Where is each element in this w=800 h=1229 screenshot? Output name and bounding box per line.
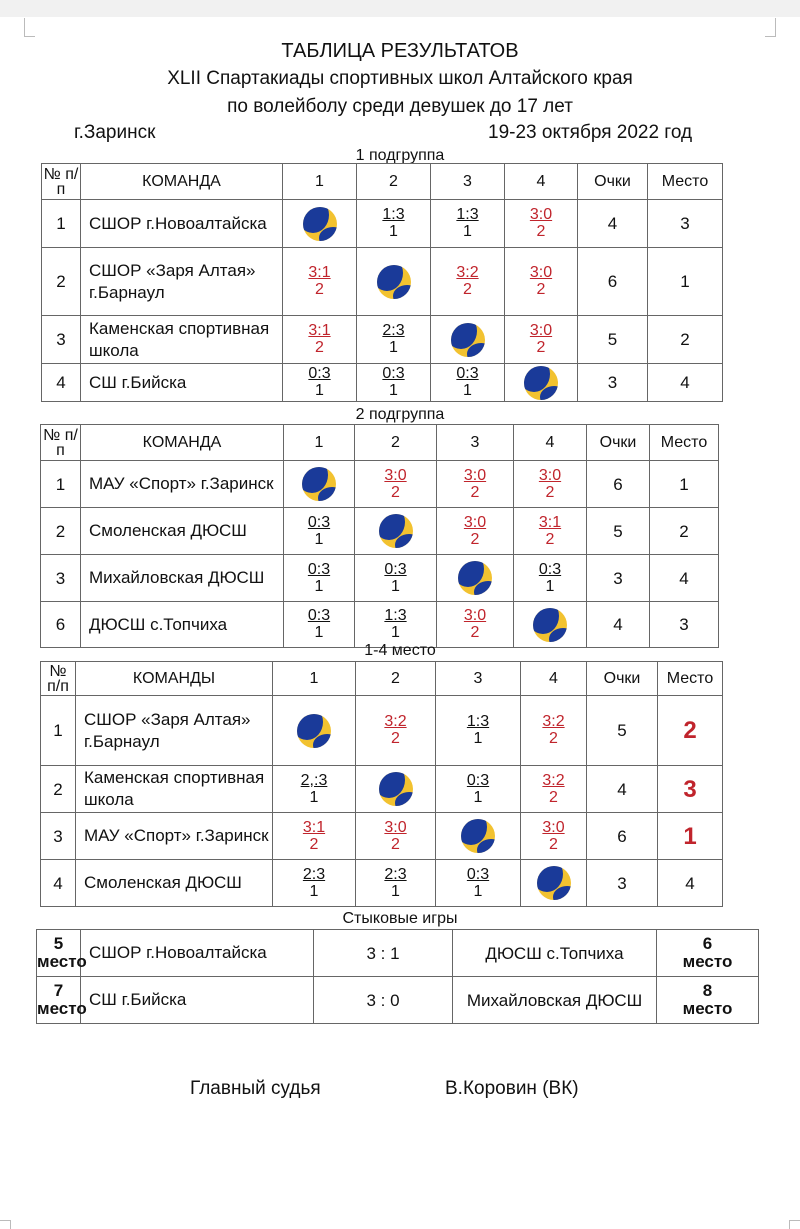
match-score <box>467 866 489 900</box>
set-score: 3:0 <box>529 322 553 339</box>
volleyball-icon <box>377 265 411 299</box>
result-cell <box>505 248 578 316</box>
match-points: 1 <box>473 788 483 806</box>
set-score: 2,:3 <box>300 771 328 789</box>
volleyball-icon <box>303 207 337 241</box>
place-cell: 1 <box>658 813 723 860</box>
volleyball-icon <box>302 467 336 501</box>
team-name: Михайловская ДЮСШ <box>81 555 284 602</box>
result-cell <box>514 461 587 508</box>
place-number: 8 <box>702 981 713 1000</box>
match-points: 2 <box>545 530 555 548</box>
set-score: 0:3 <box>382 365 405 382</box>
set-score: 0:3 <box>384 560 407 578</box>
place-number: 7 <box>53 981 64 1000</box>
volleyball-icon <box>379 772 413 806</box>
result-cell <box>356 766 436 813</box>
place-word: место <box>682 999 733 1018</box>
set-score: 1:3 <box>382 206 405 223</box>
team-name: МАУ «Спорт» г.Заринск <box>81 461 284 508</box>
points-cell: 4 <box>587 766 658 813</box>
right-team: Михайловская ДЮСШ <box>453 977 657 1024</box>
result-cell <box>273 860 356 907</box>
set-score: 3:2 <box>542 771 565 789</box>
match-points: 1 <box>314 624 324 641</box>
set-score: 3:1 <box>308 322 331 339</box>
match-score <box>530 264 552 298</box>
set-score: 3:1 <box>302 818 326 836</box>
result-cell <box>356 860 436 907</box>
match-score <box>384 713 406 747</box>
match-score <box>542 819 564 853</box>
header-c2: 2 <box>356 662 436 696</box>
table-row <box>41 555 719 602</box>
table-row <box>41 813 723 860</box>
match-points: 1 <box>463 223 472 240</box>
table-row <box>41 461 719 508</box>
place-cell: 2 <box>650 508 719 555</box>
header-c1: 1 <box>283 164 357 200</box>
team-name: Смоленская ДЮСШ <box>81 508 284 555</box>
header-place: Место <box>648 164 723 200</box>
set-score: 0:3 <box>538 560 562 578</box>
header-row <box>42 164 723 200</box>
row-number: 2 <box>41 508 81 555</box>
match-points: 1 <box>389 382 398 399</box>
match-points: 1 <box>545 577 555 595</box>
result-cell <box>431 200 505 248</box>
points-cell: 3 <box>587 860 658 907</box>
match-score <box>303 819 325 853</box>
table-row <box>42 248 723 316</box>
volleyball-icon <box>458 561 492 595</box>
place-cell: 4 <box>658 860 723 907</box>
match-points: 2 <box>536 281 546 298</box>
points-cell: 6 <box>587 461 650 508</box>
result-cell <box>355 508 437 555</box>
result-cell <box>357 248 431 316</box>
set-score: 3:0 <box>384 818 407 836</box>
match-score <box>456 206 478 240</box>
result-cell <box>355 461 437 508</box>
row-number: 1 <box>42 200 81 248</box>
match-score <box>308 607 330 641</box>
match-points: 2 <box>309 835 319 853</box>
left-team: СШ г.Бийска <box>81 977 314 1024</box>
header-row <box>41 662 723 696</box>
points-cell: 4 <box>587 602 650 648</box>
points-cell: 5 <box>578 316 648 364</box>
header-c2: 2 <box>357 164 431 200</box>
place-cell: 1 <box>650 461 719 508</box>
group2-table <box>40 424 719 648</box>
row-number: 2 <box>41 766 76 813</box>
game-score: 3 : 1 <box>314 930 453 977</box>
volleyball-icon <box>524 366 558 400</box>
team-name: Каменская спортивная школа <box>81 316 283 364</box>
match-points: 1 <box>391 577 400 595</box>
set-score: 3:0 <box>542 818 565 836</box>
set-score: 3:2 <box>384 713 407 730</box>
points-cell: 5 <box>587 508 650 555</box>
match-points: 1 <box>309 788 319 806</box>
playoffs-caption: Стыковые игры <box>342 910 458 927</box>
match-score <box>382 365 404 399</box>
set-score: 3:2 <box>456 264 479 281</box>
set-score: 3:0 <box>463 607 487 624</box>
result-cell <box>521 813 587 860</box>
match-points: 1 <box>389 223 398 240</box>
playoff-row <box>37 977 759 1024</box>
result-cell <box>273 766 356 813</box>
set-score: 0:3 <box>308 365 331 382</box>
points-cell: 6 <box>587 813 658 860</box>
left-team: СШОР г.Новоалтайска <box>81 930 314 977</box>
left-place <box>37 930 87 977</box>
match-score <box>301 772 328 806</box>
row-number: 3 <box>41 555 81 602</box>
match-points: 1 <box>473 730 483 747</box>
result-cell <box>431 316 505 364</box>
table-row <box>42 200 723 248</box>
volleyball-icon <box>379 514 413 548</box>
right-place <box>657 930 759 977</box>
team-name: Смоленская ДЮСШ <box>76 860 273 907</box>
result-cell <box>521 696 587 766</box>
set-score: 3:0 <box>529 264 553 281</box>
place-cell: 2 <box>648 316 723 364</box>
match-points: 2 <box>315 281 324 298</box>
header-place: Место <box>650 425 719 461</box>
table-row <box>41 602 719 648</box>
judge-name: В.Коровин (ВК) <box>445 1078 579 1099</box>
result-cell <box>355 602 437 648</box>
team-name: СШОР «Заря Алтая» г.Барнаул <box>81 248 283 316</box>
set-score: 0:3 <box>307 513 331 531</box>
points-cell: 3 <box>578 364 648 402</box>
set-score: 3:0 <box>463 513 487 531</box>
match-score <box>384 819 406 853</box>
header-c4: 4 <box>521 662 587 696</box>
playoffs-table <box>36 929 759 1024</box>
set-score: 3:0 <box>384 466 407 484</box>
match-points: 2 <box>536 223 546 240</box>
result-cell <box>284 555 355 602</box>
header-num: № п/п <box>41 662 76 696</box>
header-team: КОМАНДА <box>81 164 283 200</box>
table-row <box>42 364 723 402</box>
result-cell <box>283 364 357 402</box>
row-number: 3 <box>42 316 81 364</box>
match-points: 2 <box>549 730 558 747</box>
match-points: 2 <box>545 483 555 501</box>
place-word: место <box>682 952 733 971</box>
set-score: 3:1 <box>538 513 562 531</box>
match-score <box>542 772 564 806</box>
volleyball-icon <box>451 323 485 357</box>
match-points: 2 <box>315 339 324 356</box>
place-cell: 4 <box>648 364 723 402</box>
match-score <box>467 713 489 747</box>
place-cell: 1 <box>648 248 723 316</box>
result-cell <box>521 860 587 907</box>
place-cell: 3 <box>648 200 723 248</box>
volleyball-icon <box>533 608 567 642</box>
set-score: 3:1 <box>308 264 331 281</box>
team-name: ДЮСШ с.Топчиха <box>81 602 284 648</box>
match-points: 2 <box>470 530 480 548</box>
table-row <box>41 508 719 555</box>
points-cell: 5 <box>587 696 658 766</box>
right-place <box>657 977 759 1024</box>
right-team: ДЮСШ с.Топчиха <box>453 930 657 977</box>
result-cell <box>437 602 514 648</box>
table-row <box>41 696 723 766</box>
row-number: 6 <box>41 602 81 648</box>
subtitle-line-1: XLII Спартакиады спортивных школ Алтайского края <box>167 68 633 89</box>
result-cell <box>355 555 437 602</box>
result-cell <box>505 200 578 248</box>
result-cell <box>283 200 357 248</box>
result-cell <box>283 316 357 364</box>
match-score <box>382 206 404 240</box>
set-score: 2:3 <box>302 865 326 883</box>
match-points: 1 <box>391 624 400 641</box>
team-name: СШОР «Заря Алтая» г.Барнаул <box>76 696 273 766</box>
match-points: 1 <box>315 382 324 399</box>
document-title: ТАБЛИЦА РЕЗУЛЬТАТОВ <box>281 40 519 62</box>
header-points: Очки <box>578 164 648 200</box>
set-score: 3:0 <box>529 206 553 223</box>
judge-label: Главный судья <box>190 1078 321 1099</box>
result-cell <box>514 508 587 555</box>
match-points: 1 <box>309 882 319 900</box>
match-score <box>464 607 486 641</box>
result-cell <box>273 696 356 766</box>
result-cell <box>284 461 355 508</box>
place-number: 6 <box>702 934 713 953</box>
match-points: 1 <box>314 530 324 548</box>
set-score: 1:3 <box>384 607 407 624</box>
match-score <box>308 365 330 399</box>
set-score: 3:0 <box>463 466 487 484</box>
place-cell: 3 <box>650 602 719 648</box>
header-c3: 3 <box>437 425 514 461</box>
match-score <box>542 713 564 747</box>
result-cell <box>284 602 355 648</box>
match-points: 1 <box>391 882 400 900</box>
game-score: 3 : 0 <box>314 977 453 1024</box>
row-number: 1 <box>41 461 81 508</box>
match-points: 2 <box>463 281 472 298</box>
result-cell <box>357 316 431 364</box>
playoff-row <box>37 930 759 977</box>
header-team: КОМАНДЫ <box>76 662 273 696</box>
match-score <box>456 365 478 399</box>
set-score: 0:3 <box>307 560 331 578</box>
subtitle-line-2: по волейболу среди девушек до 17 лет <box>227 96 573 117</box>
row-number: 4 <box>41 860 76 907</box>
header-place: Место <box>658 662 723 696</box>
match-points: 2 <box>391 730 400 747</box>
set-score: 2:3 <box>384 865 407 883</box>
row-number: 3 <box>41 813 76 860</box>
place-cell: 2 <box>658 696 723 766</box>
match-score <box>464 514 486 548</box>
match-points: 2 <box>391 835 400 853</box>
result-cell <box>357 364 431 402</box>
match-score <box>384 561 406 595</box>
team-name: СШ г.Бийска <box>81 364 283 402</box>
team-name: Каменская спортивная школа <box>76 766 273 813</box>
match-score <box>384 607 406 641</box>
header-c3: 3 <box>436 662 521 696</box>
city-label: г.Заринск <box>74 122 156 143</box>
match-points: 2 <box>549 835 558 853</box>
match-points: 2 <box>391 483 400 501</box>
final-caption: 1-4 место <box>364 642 436 659</box>
table-row <box>41 860 723 907</box>
result-cell <box>514 555 587 602</box>
header-points: Очки <box>587 662 658 696</box>
match-points: 2 <box>470 483 480 501</box>
match-score <box>384 467 406 501</box>
points-cell: 4 <box>578 200 648 248</box>
points-cell: 6 <box>578 248 648 316</box>
set-score: 0:3 <box>466 771 490 789</box>
set-score: 3:0 <box>538 466 562 484</box>
dates-label: 19-23 октября 2022 год <box>488 122 693 143</box>
match-points: 1 <box>314 577 324 595</box>
volleyball-icon <box>297 714 331 748</box>
set-score: 3:2 <box>542 713 565 730</box>
header-num: № п/п <box>41 425 81 461</box>
result-cell <box>437 461 514 508</box>
row-number: 4 <box>42 364 81 402</box>
place-cell: 3 <box>658 766 723 813</box>
match-score <box>539 561 561 595</box>
match-points: 2 <box>549 788 558 806</box>
header-row <box>41 425 719 461</box>
match-score <box>308 514 330 548</box>
result-cell <box>357 200 431 248</box>
result-cell <box>284 508 355 555</box>
set-score: 1:3 <box>466 713 490 730</box>
result-cell <box>436 860 521 907</box>
header-c2: 2 <box>355 425 437 461</box>
match-points: 2 <box>536 339 546 356</box>
result-cell <box>436 813 521 860</box>
set-score: 0:3 <box>307 607 331 624</box>
match-points: 1 <box>389 339 398 356</box>
table-row <box>41 766 723 813</box>
match-score <box>467 772 489 806</box>
team-name: СШОР г.Новоалтайска <box>81 200 283 248</box>
final-table <box>40 661 723 907</box>
volleyball-icon <box>461 819 495 853</box>
row-number: 1 <box>41 696 76 766</box>
match-score <box>382 322 404 356</box>
match-score <box>384 866 406 900</box>
match-score <box>303 866 325 900</box>
left-place <box>37 977 87 1024</box>
header-c3: 3 <box>431 164 505 200</box>
match-score <box>539 514 561 548</box>
result-cell <box>514 602 587 648</box>
header-c1: 1 <box>273 662 356 696</box>
place-cell: 4 <box>650 555 719 602</box>
header-team: КОМАНДА <box>81 425 284 461</box>
match-score <box>308 264 330 298</box>
place-word: место <box>37 999 87 1018</box>
match-points: 1 <box>473 882 483 900</box>
result-cell <box>505 364 578 402</box>
table-row <box>42 316 723 364</box>
match-score <box>308 561 330 595</box>
result-cell <box>273 813 356 860</box>
result-cell <box>436 696 521 766</box>
place-word: место <box>37 952 87 971</box>
volleyball-icon <box>537 866 571 900</box>
result-cell <box>505 316 578 364</box>
set-score: 1:3 <box>456 206 479 223</box>
match-score <box>308 322 330 356</box>
viewer-top-bar <box>0 0 800 17</box>
match-score <box>539 467 561 501</box>
match-score <box>456 264 478 298</box>
header-points: Очки <box>587 425 650 461</box>
header-c4: 4 <box>505 164 578 200</box>
result-cell <box>437 508 514 555</box>
header-num: № п/п <box>42 164 81 200</box>
place-number: 5 <box>53 934 64 953</box>
page-corner-mark <box>765 18 776 37</box>
set-score: 0:3 <box>456 365 479 382</box>
row-number: 2 <box>42 248 81 316</box>
team-name: МАУ «Спорт» г.Заринск <box>76 813 273 860</box>
result-cell <box>283 248 357 316</box>
set-score: 2:3 <box>382 322 405 339</box>
match-score <box>464 467 486 501</box>
match-score <box>530 322 552 356</box>
result-cell <box>431 364 505 402</box>
header-c1: 1 <box>284 425 355 461</box>
points-cell: 3 <box>587 555 650 602</box>
group1-caption: 1 подгруппа <box>355 147 445 164</box>
match-points: 1 <box>463 382 472 399</box>
set-score: 0:3 <box>466 865 490 883</box>
header-c4: 4 <box>514 425 587 461</box>
result-cell <box>521 766 587 813</box>
result-cell <box>356 813 436 860</box>
group1-table <box>41 163 723 402</box>
match-points: 2 <box>470 624 480 641</box>
result-cell <box>356 696 436 766</box>
result-cell <box>437 555 514 602</box>
match-score <box>530 206 552 240</box>
result-cell <box>431 248 505 316</box>
group2-caption: 2 подгруппа <box>355 406 445 423</box>
page-corner-mark <box>24 18 35 37</box>
result-cell <box>436 766 521 813</box>
